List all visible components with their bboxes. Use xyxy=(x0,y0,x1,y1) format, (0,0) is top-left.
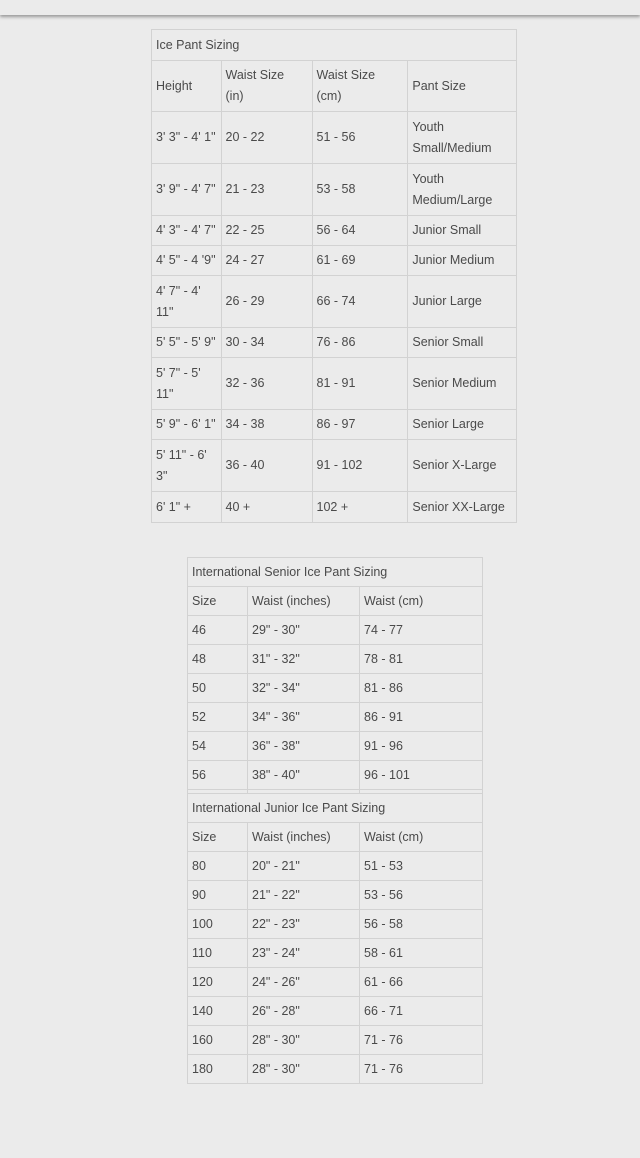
table-row xyxy=(152,358,517,410)
cell-waist-cm: 53 - 56 xyxy=(360,881,483,910)
table-row xyxy=(188,732,483,761)
cell-waist-cm: 81 - 86 xyxy=(360,674,483,703)
cell-waist-inches: 31" - 32" xyxy=(248,645,360,674)
table-row xyxy=(188,1026,483,1055)
cell-waist-in: 40 + xyxy=(221,492,312,523)
cell-waist-cm: 74 - 77 xyxy=(360,616,483,645)
cell-height: 5' 9" - 6' 1" xyxy=(152,410,222,440)
cell-pant-size: Junior Large xyxy=(408,276,517,328)
cell-pant-size: Junior Medium xyxy=(408,246,517,276)
table-title: Ice Pant Sizing xyxy=(152,30,517,61)
cell-pant-size: Senior Small xyxy=(408,328,517,358)
table-row xyxy=(188,674,483,703)
cell-height: 4' 3" - 4' 7" xyxy=(152,216,222,246)
table-row xyxy=(188,881,483,910)
cell-size: 80 xyxy=(188,852,248,881)
ice-pant-sizing-table xyxy=(151,29,517,523)
international-sizing-table xyxy=(187,557,483,1084)
cell-size: 120 xyxy=(188,968,248,997)
table-row xyxy=(152,246,517,276)
cell-waist-cm: 71 - 76 xyxy=(360,1026,483,1055)
cell-size: 110 xyxy=(188,939,248,968)
cell-waist-cm: 86 - 97 xyxy=(312,410,408,440)
cell-waist-in: 34 - 38 xyxy=(221,410,312,440)
table-row xyxy=(152,216,517,246)
cell-pant-size: Youth Small/Medium xyxy=(408,112,517,164)
cell-waist-cm: 71 - 76 xyxy=(360,1055,483,1084)
header-size: Size xyxy=(188,587,248,616)
junior-header-row xyxy=(188,823,483,852)
cell-waist-inches: 28" - 30" xyxy=(248,1026,360,1055)
cell-pant-size: Junior Small xyxy=(408,216,517,246)
cell-size: 100 xyxy=(188,910,248,939)
cell-waist-inches: 20" - 21" xyxy=(248,852,360,881)
cell-pant-size: Youth Medium/Large xyxy=(408,164,517,216)
cell-waist-cm: 51 - 56 xyxy=(312,112,408,164)
header-waist-in: Waist Size (in) xyxy=(221,61,312,112)
table-row xyxy=(188,968,483,997)
cell-pant-size: Senior Medium xyxy=(408,358,517,410)
header-pant-size: Pant Size xyxy=(408,61,517,112)
header-waist-cm: Waist (cm) xyxy=(360,587,483,616)
cell-waist-inches: 29" - 30" xyxy=(248,616,360,645)
header-waist-inches: Waist (inches) xyxy=(248,823,360,852)
cell-size: 52 xyxy=(188,703,248,732)
cell-waist-inches: 28" - 30" xyxy=(248,1055,360,1084)
cell-size: 46 xyxy=(188,616,248,645)
cell-size: 140 xyxy=(188,997,248,1026)
header-waist-cm: Waist Size (cm) xyxy=(312,61,408,112)
cell-height: 6' 1" + xyxy=(152,492,222,523)
table-row xyxy=(152,492,517,523)
table-row xyxy=(188,761,483,790)
cell-waist-inches: 22" - 23" xyxy=(248,910,360,939)
cell-waist-in: 36 - 40 xyxy=(221,440,312,492)
cell-waist-cm: 56 - 64 xyxy=(312,216,408,246)
junior-title-row xyxy=(188,794,483,823)
cell-height: 4' 7" - 4' 11" xyxy=(152,276,222,328)
cell-waist-cm: 58 - 61 xyxy=(360,939,483,968)
cell-waist-in: 30 - 34 xyxy=(221,328,312,358)
senior-title-row xyxy=(188,558,483,587)
senior-table-title: International Senior Ice Pant Sizing xyxy=(188,558,483,587)
cell-waist-in: 21 - 23 xyxy=(221,164,312,216)
cell-height: 3' 9" - 4' 7" xyxy=(152,164,222,216)
table-row xyxy=(152,276,517,328)
header-size: Size xyxy=(188,823,248,852)
table-row xyxy=(152,164,517,216)
table-title-row xyxy=(152,30,517,61)
cell-waist-in: 32 - 36 xyxy=(221,358,312,410)
table-row xyxy=(152,112,517,164)
header-height: Height xyxy=(152,61,222,112)
cell-pant-size: Senior Large xyxy=(408,410,517,440)
cell-waist-cm: 91 - 102 xyxy=(312,440,408,492)
cell-size: 180 xyxy=(188,1055,248,1084)
table-row xyxy=(188,997,483,1026)
cell-size: 56 xyxy=(188,761,248,790)
cell-size: 160 xyxy=(188,1026,248,1055)
cell-waist-inches: 24" - 26" xyxy=(248,968,360,997)
header-waist-inches: Waist (inches) xyxy=(248,587,360,616)
cell-size: 90 xyxy=(188,881,248,910)
table-row xyxy=(188,703,483,732)
cell-height: 5' 7" - 5' 11" xyxy=(152,358,222,410)
cell-waist-cm: 61 - 69 xyxy=(312,246,408,276)
cell-waist-cm: 66 - 74 xyxy=(312,276,408,328)
table-row xyxy=(188,616,483,645)
cell-waist-cm: 102 + xyxy=(312,492,408,523)
table-row xyxy=(152,410,517,440)
cell-waist-inches: 26" - 28" xyxy=(248,997,360,1026)
table-row xyxy=(188,852,483,881)
cell-waist-in: 24 - 27 xyxy=(221,246,312,276)
cell-waist-inches: 34" - 36" xyxy=(248,703,360,732)
cell-height: 5' 11" - 6' 3" xyxy=(152,440,222,492)
cell-waist-cm: 78 - 81 xyxy=(360,645,483,674)
cell-pant-size: Senior XX-Large xyxy=(408,492,517,523)
cell-waist-cm: 81 - 91 xyxy=(312,358,408,410)
cell-waist-cm: 61 - 66 xyxy=(360,968,483,997)
cell-size: 50 xyxy=(188,674,248,703)
cell-height: 3' 3" - 4' 1" xyxy=(152,112,222,164)
table-row xyxy=(188,910,483,939)
top-bar xyxy=(0,0,640,15)
cell-waist-in: 26 - 29 xyxy=(221,276,312,328)
table-row xyxy=(188,1055,483,1084)
cell-waist-cm: 66 - 71 xyxy=(360,997,483,1026)
cell-waist-inches: 36" - 38" xyxy=(248,732,360,761)
junior-table-title: International Junior Ice Pant Sizing xyxy=(188,794,483,823)
cell-height: 4' 5" - 4 '9" xyxy=(152,246,222,276)
cell-waist-cm: 56 - 58 xyxy=(360,910,483,939)
table-row xyxy=(152,440,517,492)
cell-pant-size: Senior X-Large xyxy=(408,440,517,492)
cell-waist-inches: 38" - 40" xyxy=(248,761,360,790)
cell-waist-cm: 51 - 53 xyxy=(360,852,483,881)
cell-height: 5' 5" - 5' 9" xyxy=(152,328,222,358)
senior-header-row xyxy=(188,587,483,616)
cell-size: 48 xyxy=(188,645,248,674)
table-row xyxy=(188,939,483,968)
cell-waist-cm: 91 - 96 xyxy=(360,732,483,761)
cell-waist-cm: 76 - 86 xyxy=(312,328,408,358)
cell-waist-inches: 21" - 22" xyxy=(248,881,360,910)
cell-waist-in: 20 - 22 xyxy=(221,112,312,164)
cell-size: 54 xyxy=(188,732,248,761)
cell-waist-inches: 23" - 24" xyxy=(248,939,360,968)
table-row xyxy=(152,328,517,358)
cell-waist-cm: 86 - 91 xyxy=(360,703,483,732)
cell-waist-cm: 96 - 101 xyxy=(360,761,483,790)
header-waist-cm: Waist (cm) xyxy=(360,823,483,852)
cell-waist-in: 22 - 25 xyxy=(221,216,312,246)
cell-waist-cm: 53 - 58 xyxy=(312,164,408,216)
table-row xyxy=(188,645,483,674)
table-header-row xyxy=(152,61,517,112)
cell-waist-inches: 32" - 34" xyxy=(248,674,360,703)
